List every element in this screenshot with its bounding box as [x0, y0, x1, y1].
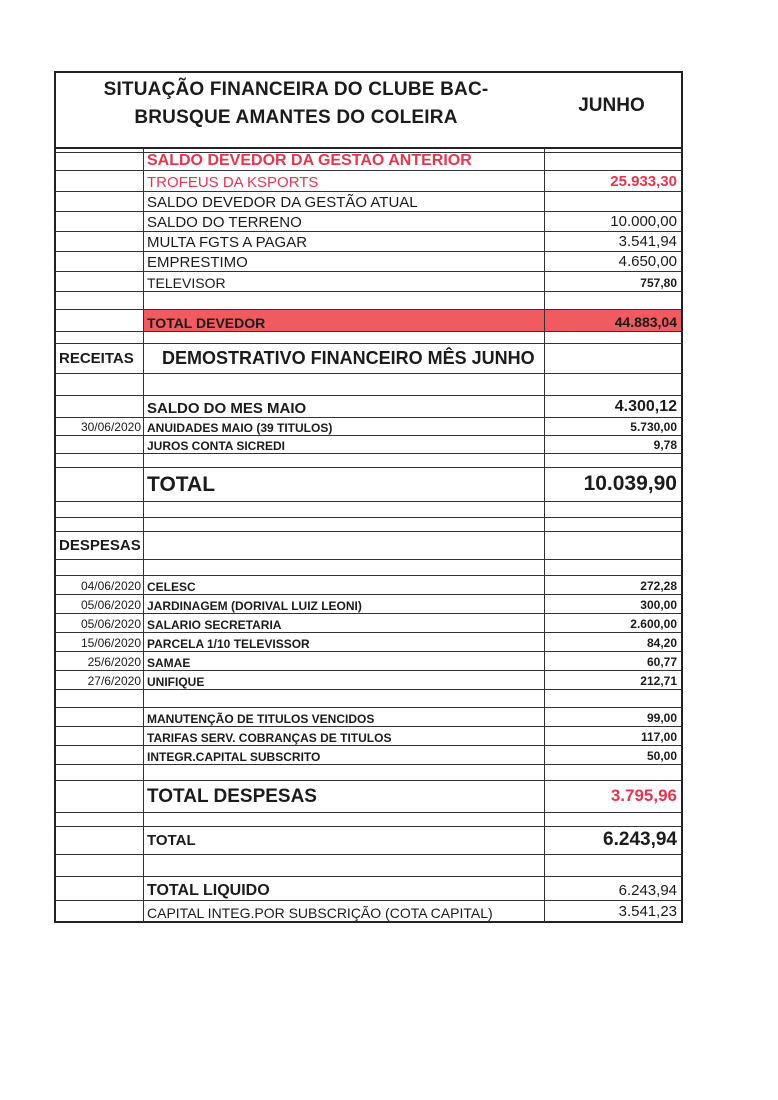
- receipts-total-row: [54, 468, 683, 502]
- spacer-row: [54, 374, 683, 396]
- capital-label: CAPITAL INTEG.POR SUBSCRIÇÃO (COTA CAPITAL): [147, 905, 493, 921]
- spacer-row: [54, 518, 683, 532]
- bank-fee-value: 99,00: [544, 708, 681, 726]
- club-title-line-2: BRUSQUE AMANTES DO COLEIRA: [134, 107, 458, 128]
- spacer-row: [54, 813, 683, 827]
- financial-statement-sheet: [54, 71, 683, 923]
- expense-date: 05/06/2020: [56, 595, 144, 613]
- expense-date: 05/06/2020: [56, 614, 144, 632]
- debt-row: [54, 171, 683, 192]
- debt-label: SALDO DO TERRENO: [147, 214, 302, 231]
- expense-value: 212,71: [544, 671, 681, 689]
- spacer-row: [54, 855, 683, 877]
- debt-label: TROFEUS DA KSPORTS: [147, 174, 319, 191]
- debt-row: [54, 272, 683, 292]
- expense-date: 27/6/2020: [56, 671, 144, 689]
- bank-fee-row: [54, 708, 683, 727]
- receipt-row: [54, 436, 683, 454]
- receipts-heading-row: [54, 344, 683, 374]
- summary-total-value: 6.243,94: [544, 827, 681, 854]
- expense-label: SAMAE: [147, 656, 191, 670]
- receipts-total-label: TOTAL: [147, 472, 216, 496]
- expenses-heading-row: [54, 532, 683, 560]
- expense-value: 60,77: [544, 652, 681, 670]
- expense-row: [54, 633, 683, 652]
- receipt-label: JUROS CONTA SICREDI: [147, 439, 286, 453]
- club-title-line-1: SITUAÇÃO FINANCEIRA DO CLUBE BAC-: [103, 79, 489, 100]
- debt-value: 25.933,30: [544, 171, 681, 191]
- total-debt-row: [54, 310, 683, 332]
- expense-date: 04/06/2020: [56, 576, 144, 594]
- spacer-row: [54, 502, 683, 518]
- debt-row: [54, 252, 683, 272]
- expense-value: 272,28: [544, 576, 681, 594]
- previous-debt-heading-row: [54, 153, 683, 171]
- debt-row: [54, 232, 683, 252]
- expense-row: [54, 614, 683, 633]
- receipt-label: ANUIDADES MAIO (39 TITULOS): [147, 421, 333, 435]
- debt-label: TELEVISOR: [147, 275, 226, 291]
- previous-balance-row: [54, 396, 683, 418]
- expense-label: CELESC: [147, 580, 196, 594]
- current-debt-heading-row: [54, 192, 683, 212]
- previous-debt-heading: SALDO DEVEDOR DA GESTAO ANTERIOR: [147, 153, 472, 169]
- current-debt-heading: SALDO DEVEDOR DA GESTÃO ATUAL: [147, 194, 418, 211]
- expense-row: [54, 652, 683, 671]
- previous-balance-label: SALDO DO MES MAIO: [147, 400, 307, 417]
- debt-label: MULTA FGTS A PAGAR: [147, 234, 308, 251]
- expense-row: [54, 671, 683, 690]
- expense-label: SALARIO SECRETARIA: [147, 618, 282, 632]
- net-total-value: 6.243,94: [544, 877, 681, 900]
- expenses-total-row: [54, 781, 683, 813]
- receipt-value: 5.730,00: [544, 418, 681, 435]
- receipts-section-label: RECEITAS: [56, 344, 144, 373]
- previous-balance-value: 4.300,12: [544, 396, 681, 417]
- expenses-section-label: DESPESAS: [56, 532, 144, 559]
- spacer-row: [54, 765, 683, 781]
- bank-fee-row: [54, 746, 683, 765]
- receipt-date: 30/06/2020: [56, 418, 144, 435]
- total-debt-value: 44.883,04: [544, 310, 681, 331]
- statement-header: [54, 71, 683, 149]
- bank-fee-label: INTEGR.CAPITAL SUBSCRITO: [147, 750, 321, 764]
- capital-row: [54, 901, 683, 923]
- total-debt-label: TOTAL DEVEDOR: [144, 310, 544, 331]
- expense-label: UNIFIQUE: [147, 675, 205, 689]
- bank-fee-value: 117,00: [544, 727, 681, 745]
- summary-total-label: TOTAL: [147, 832, 196, 849]
- expenses-total-value: 3.795,96: [544, 781, 681, 812]
- debt-label: EMPRESTIMO: [147, 254, 248, 271]
- spacer-row: [54, 332, 683, 344]
- receipt-date: [56, 436, 144, 453]
- summary-total-row: [54, 827, 683, 855]
- spacer-row: [54, 292, 683, 310]
- capital-value: 3.541,23: [544, 901, 681, 921]
- expense-date: 25/6/2020: [56, 652, 144, 670]
- expense-value: 84,20: [544, 633, 681, 651]
- debt-value: 3.541,94: [544, 232, 681, 251]
- receipt-row: [54, 418, 683, 436]
- expense-value: 2.600,00: [544, 614, 681, 632]
- debt-value: 10.000,00: [544, 212, 681, 231]
- expense-value: 300,00: [544, 595, 681, 613]
- bank-fee-row: [54, 727, 683, 746]
- bank-fee-label: MANUTENÇÃO DE TITULOS VENCIDOS: [147, 712, 375, 726]
- bank-fee-value: 50,00: [544, 746, 681, 764]
- spacer-row: [54, 560, 683, 576]
- net-total-row: [54, 877, 683, 901]
- expense-row: [54, 576, 683, 595]
- debt-value: 757,80: [544, 272, 681, 291]
- expense-label: JARDINAGEM (DORIVAL LUIZ LEONI): [147, 599, 362, 613]
- receipts-total-value: 10.039,90: [544, 468, 681, 501]
- expenses-total-label: TOTAL DESPESAS: [147, 785, 317, 807]
- bank-fee-label: TARIFAS SERV. COBRANÇAS DE TITULOS: [147, 731, 392, 745]
- spacer-row: [54, 454, 683, 468]
- debt-row: [54, 212, 683, 232]
- net-total-label: TOTAL LIQUIDO: [147, 882, 270, 899]
- expense-label: PARCELA 1/10 TELEVISSOR: [147, 637, 310, 651]
- receipt-value: 9,78: [544, 436, 681, 453]
- spacer-row: [54, 690, 683, 708]
- month-label: JUNHO: [578, 95, 645, 116]
- expense-row: [54, 595, 683, 614]
- expense-date: 15/06/2020: [56, 633, 144, 651]
- statement-title: DEMOSTRATIVO FINANCEIRO MÊS JUNHO: [162, 348, 535, 368]
- debt-value: 4.650,00: [544, 252, 681, 271]
